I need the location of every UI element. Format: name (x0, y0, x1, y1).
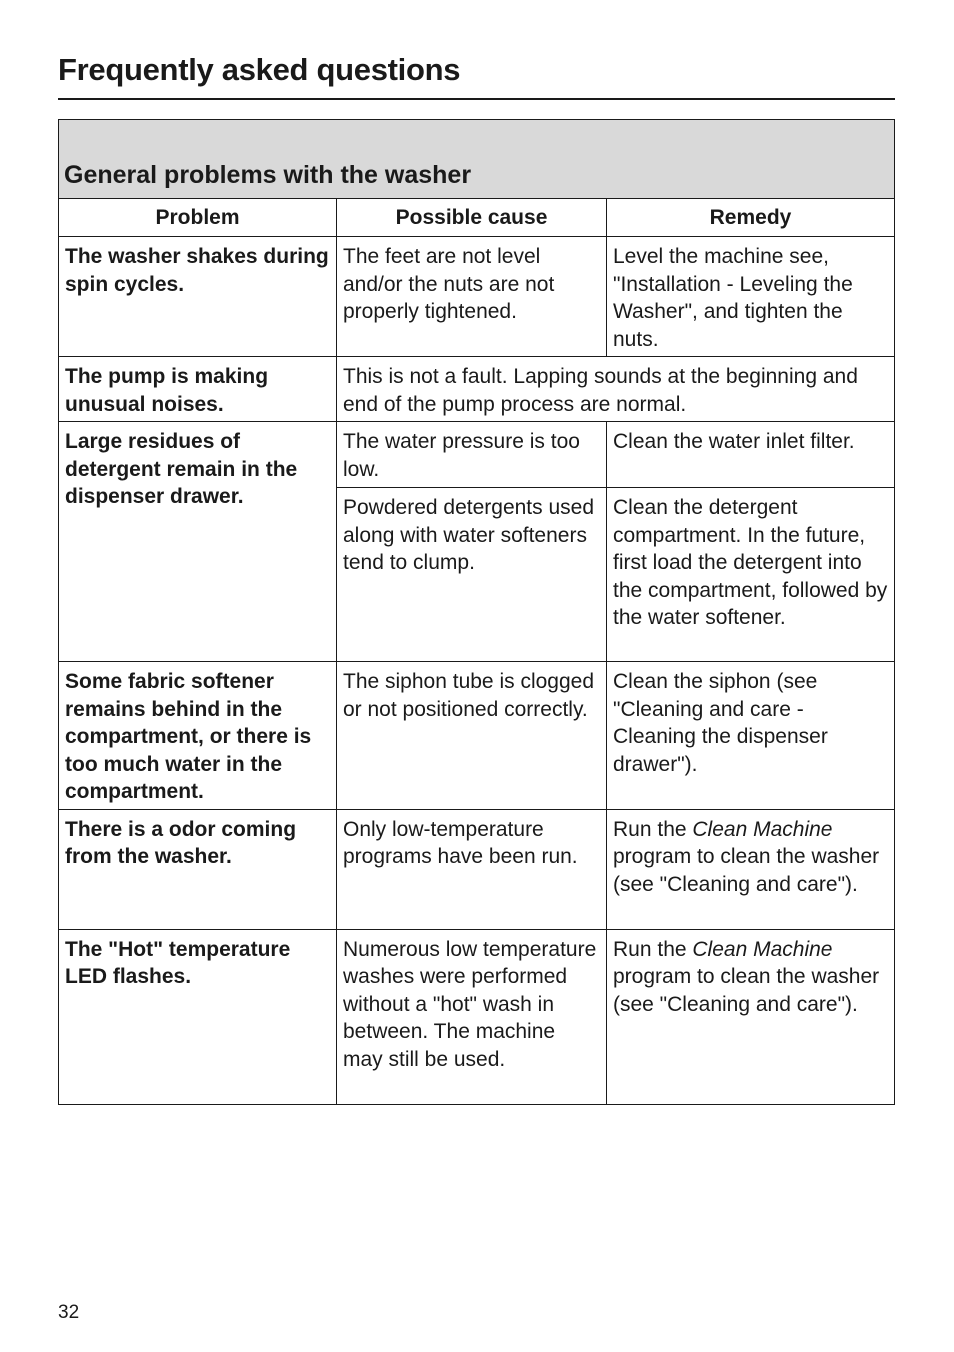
program-name: Clean Machine (692, 937, 833, 961)
table-row (59, 357, 895, 422)
table-row (59, 809, 895, 929)
cause-cell: The water pressure is too low. (337, 422, 607, 488)
cause-cell: Powdered detergents used along with water softeners tend to clump. (337, 488, 607, 662)
title-divider (58, 98, 895, 100)
cause-cell: The feet are not level and/or the nuts are not properly tightened. (337, 237, 607, 357)
cause-cell: The siphon tube is clogged or not positioned correctly. (337, 662, 607, 810)
problem-cell: Large residues of detergent remain in the dispenser drawer. (59, 422, 337, 662)
page-number: 32 (58, 1302, 80, 1323)
table-row (59, 662, 895, 810)
problem-cell: The pump is making unusual noises. (59, 357, 337, 422)
page-title: Frequently asked questions (58, 52, 461, 87)
column-header-cause: Possible cause (337, 199, 607, 237)
cause-cell: Numerous low temperature washes were performed without a "hot" wash in between. The machine may still be used. (337, 929, 607, 1104)
table-header-row (59, 199, 895, 237)
remedy-text-suffix: program to clean the washer (see "Cleaning and care"). (613, 845, 880, 896)
problem-cell: There is a odor coming from the washer. (59, 809, 337, 929)
problem-cell: Some fabric softener remains behind in the compartment, or there is too much water in the compartment. (59, 662, 337, 810)
column-header-remedy: Remedy (607, 199, 895, 237)
table-row (59, 422, 895, 488)
cause-cell: Only low-temperature programs have been run. (337, 809, 607, 929)
remedy-cell: Clean the water inlet filter. (607, 422, 895, 488)
table-row (59, 237, 895, 357)
remedy-cell: Level the machine see, "Installation - Leveling the Washer", and tighten the nuts. (607, 237, 895, 357)
column-header-problem: Problem (59, 199, 337, 237)
remedy-cell (607, 809, 895, 929)
section-title: General problems with the washer (64, 160, 472, 189)
remedy-cell: Clean the detergent compartment. In the future, first load the detergent into the compartment, followed by the water softener. (607, 488, 895, 662)
remedy-text-prefix: Run the (613, 937, 693, 961)
table-row (59, 929, 895, 1104)
remedy-cell (607, 929, 895, 1104)
remedy-cell: Clean the siphon (see "Cleaning and care - Cleaning the dispenser drawer"). (607, 662, 895, 810)
remedy-text-prefix: Run the (613, 817, 693, 841)
faq-table (58, 119, 895, 1105)
remedy-text-suffix: program to clean the washer (see "Cleaning and care"). (613, 965, 880, 1016)
program-name: Clean Machine (692, 817, 833, 841)
problem-cell: The washer shakes during spin cycles. (59, 237, 337, 357)
cause-remedy-cell: This is not a fault. Lapping sounds at the beginning and end of the pump process are normal. (337, 357, 895, 422)
problem-cell: The "Hot" temperature LED flashes. (59, 929, 337, 1104)
section-header (59, 120, 895, 199)
